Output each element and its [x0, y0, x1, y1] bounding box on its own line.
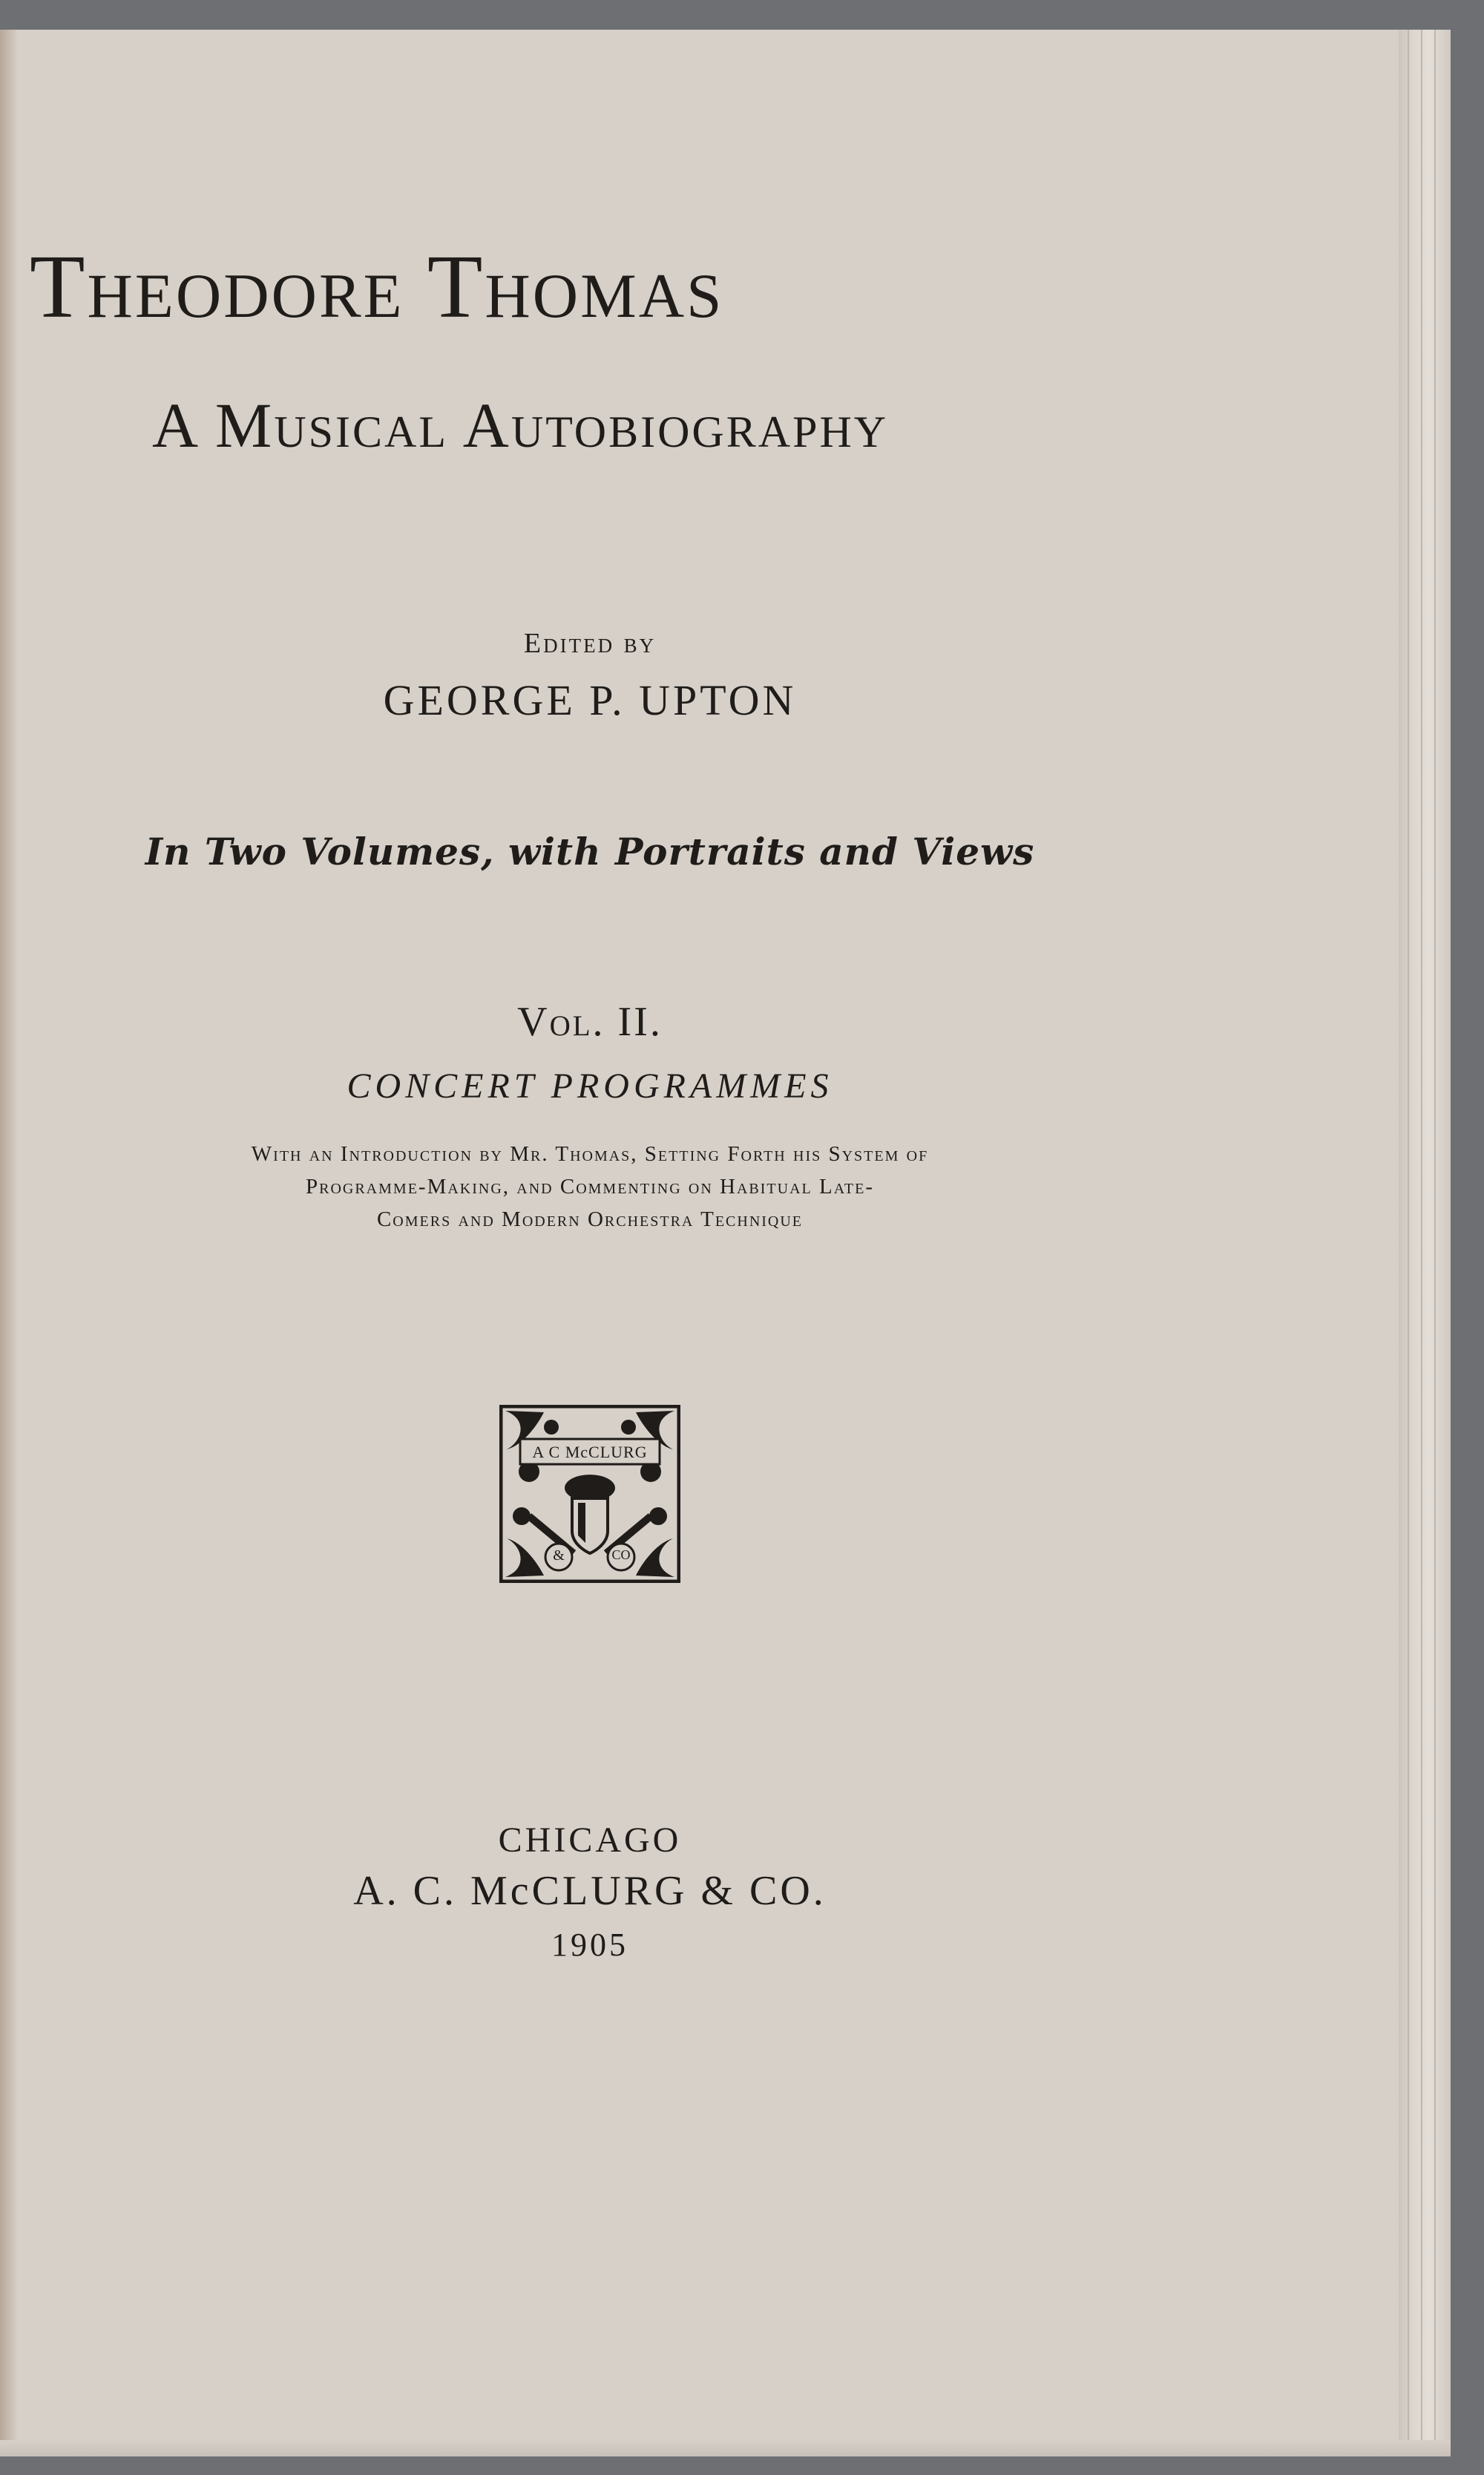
editor-name: GEORGE P. UPTON	[383, 676, 797, 724]
introduction-description	[96, 1138, 1083, 1236]
intro-line: With an Introduction by Mr. Thomas, Setting Forth his System of	[251, 1142, 929, 1166]
device-monogram-right: CO	[611, 1547, 631, 1562]
book-title: Theodore Thomas	[30, 237, 724, 337]
device-banner-text: A C McCLURG	[532, 1443, 648, 1461]
imprint-publisher: A. C. McCLURG & CO.	[353, 1868, 827, 1914]
book-subtitle: A Musical Autobiography	[152, 390, 889, 461]
page-bottom-edge	[0, 2440, 1451, 2456]
page-gutter	[0, 30, 16, 2456]
intro-line: Comers and Modern Orchestra Technique	[376, 1207, 804, 1231]
edited-by-label: Edited by	[523, 628, 657, 659]
volume-title: CONCERT PROGRAMMES	[347, 1066, 833, 1106]
volumes-note: In Two Volumes, with Portraits and Views	[145, 830, 1035, 873]
volume-number: Vol. II.	[517, 999, 663, 1045]
intro-line: Programme-Making, and Commenting on Habitual Late-	[305, 1175, 875, 1199]
imprint-city: CHICAGO	[498, 1820, 682, 1860]
imprint-year: 1905	[551, 1927, 628, 1963]
publisher-device-icon	[499, 1405, 680, 1583]
device-monogram-left: &	[553, 1547, 565, 1564]
page-fore-edge	[1399, 30, 1451, 2456]
